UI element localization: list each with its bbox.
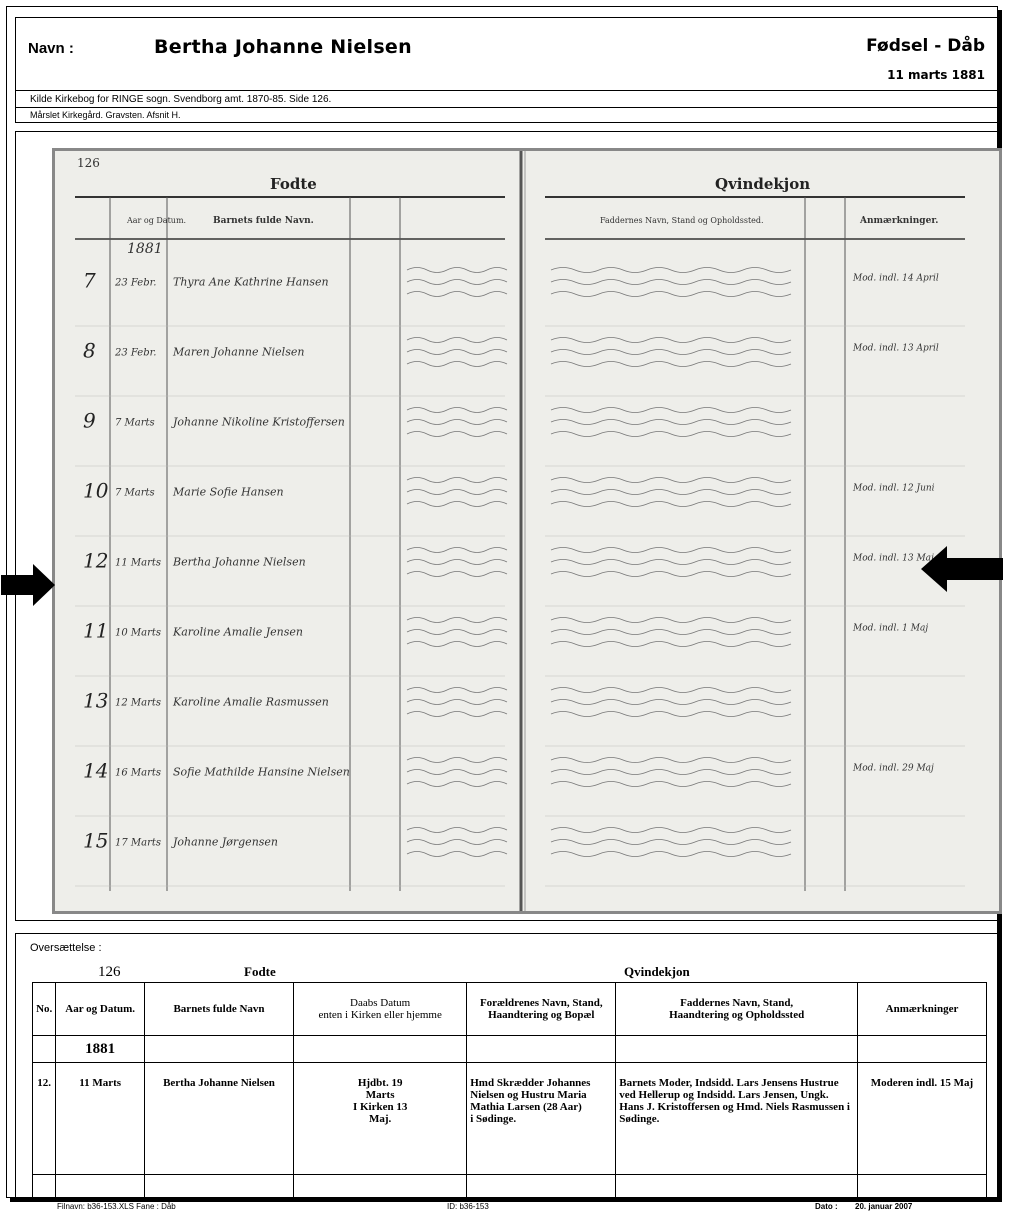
scan-row-remark: Mod. indl. 29 Maj: [853, 763, 934, 774]
scan-row-name: Karoline Amalie Jensen: [173, 625, 304, 639]
col-child: Barnets fulde Navn: [144, 983, 293, 1036]
footer-id: ID: b36-153: [447, 1202, 489, 1211]
scan-row-date: 7 Marts: [115, 417, 155, 429]
grave-line: Mårslet Kirkegård. Gravsten. Afsnit H.: [30, 110, 181, 120]
translation-page: 126: [98, 964, 121, 980]
page-frame: [6, 6, 998, 1211]
col-parents: Forældrenes Navn, Stand, Haandtering og Bopæl: [467, 983, 616, 1036]
name-label: Navn :: [28, 40, 74, 57]
scan-col-faddernes: Faddernes Navn, Stand og Opholdssted.: [600, 216, 764, 225]
scan-row-no: 8: [83, 338, 96, 363]
scan-row-name: Karoline Amalie Rasmussen: [173, 695, 329, 709]
col-godparents: Faddernes Navn, Stand, Haandtering og Opholdssted: [616, 983, 858, 1036]
scan-row-no: 11: [83, 618, 109, 643]
scan-row-date: 17 Marts: [115, 837, 162, 849]
scan-row-no: 15: [83, 828, 109, 853]
arrow-left-icon: [921, 546, 1003, 592]
scan-year: 1881: [127, 241, 163, 257]
source-line: Kilde Kirkebog for RINGE sogn. Svendborg amt. 1870-85. Side 126.: [30, 94, 332, 105]
scan-row-name: Maren Johanne Nielsen: [173, 345, 305, 359]
scan-row-no: 14: [83, 758, 109, 783]
scan-row-remark: Mod. indl. 13 Maj: [853, 553, 934, 564]
header-divider: [16, 90, 999, 91]
table-row: [33, 1063, 987, 1175]
col-date: Aar og Datum.: [56, 983, 145, 1036]
entry-parents: Hmd Skrædder Johannes Nielsen og Hustru Maria Mathia Larsen (28 Aar) i Sødinge.: [467, 1063, 616, 1175]
translation-table: [32, 982, 987, 1198]
entry-child: Bertha Johanne Nielsen: [144, 1063, 293, 1175]
translation-group-left: Fodte: [244, 964, 276, 979]
entry-remarks: Moderen indl. 15 Maj: [858, 1063, 987, 1175]
scan-row-no: 10: [83, 478, 109, 503]
scan-row-no: 13: [83, 688, 109, 713]
record-header: [15, 17, 1000, 123]
table-year-row: [33, 1036, 987, 1063]
scan-row-no: 7: [83, 268, 96, 293]
scan-col-aar: Aar og Datum.: [127, 216, 187, 225]
scan-row-date: 23 Febr.: [115, 277, 157, 289]
scan-row-no: 9: [83, 408, 96, 433]
scan-row-no: 12: [83, 548, 109, 573]
scan-right-title: Qvindekjon: [715, 175, 811, 193]
entry-date: 11 Marts: [56, 1063, 145, 1175]
scan-row-remark: Mod. indl. 12 Juni: [853, 483, 935, 494]
footer-date: 20. januar 2007: [855, 1202, 913, 1211]
scan-row-date: 10 Marts: [115, 627, 162, 639]
person-name: Bertha Johanne Nielsen: [154, 36, 412, 58]
scan-row-name: Johanne Jørgensen: [173, 835, 279, 849]
entry-no: 12.: [33, 1063, 56, 1175]
scan-left-title: Fodte: [270, 175, 317, 193]
table-header-row: [33, 983, 987, 1036]
table-spacer-row: [33, 1175, 987, 1198]
scan-box: [15, 131, 1000, 921]
col-baptism: Daabs Datum enten i Kirken eller hjemme: [294, 983, 467, 1036]
scan-row-name: Thyra Ane Kathrine Hansen: [173, 275, 329, 289]
header-divider: [16, 107, 999, 108]
record-date: 11 marts 1881: [887, 68, 985, 82]
translation-section: [15, 933, 1000, 1200]
scan-row-date: 23 Febr.: [115, 347, 157, 359]
scan-page-number: 126: [77, 156, 100, 170]
church-book-scan: [52, 148, 1002, 914]
translation-label: Oversættelse :: [30, 942, 102, 954]
scan-col-anm: Anmærkninger.: [860, 216, 939, 226]
scan-row-date: 16 Marts: [115, 767, 162, 779]
col-no: No.: [33, 983, 56, 1036]
arrow-right-icon: [1, 564, 57, 606]
scan-row-name: Bertha Johanne Nielsen: [173, 555, 306, 569]
entry-godparents: Barnets Moder, Indsidd. Lars Jensens Hustrue ved Hellerup og Indsidd. Lars Jensen, Ungk. Hans J. Kristoffersen og Hmd. Niels Rasmussen i Sødinge.: [616, 1063, 858, 1175]
scan-row-name: Johanne Nikoline Kristoffersen: [173, 415, 345, 429]
scan-row-date: 11 Marts: [115, 557, 162, 569]
year-cell: 1881: [56, 1036, 145, 1063]
record-type: Fødsel - Dåb: [866, 36, 985, 56]
footer-date-label: Dato :: [815, 1202, 838, 1211]
scan-row-name: Marie Sofie Hansen: [173, 485, 284, 499]
col-remarks: Anmærkninger: [858, 983, 987, 1036]
scan-row-remark: Mod. indl. 1 Maj: [853, 623, 929, 634]
church-book-drawing: [55, 151, 999, 911]
translation-group-right: Qvindekjon: [624, 964, 690, 979]
scan-row-date: 7 Marts: [115, 487, 155, 499]
scan-row-remark: Mod. indl. 14 April: [853, 273, 939, 284]
footer-file: Filnavn: b36-153.XLS Fane : Dåb: [57, 1202, 176, 1211]
scan-col-navn: Barnets fulde Navn.: [213, 216, 314, 226]
scan-row-name: Sofie Mathilde Hansine Nielsen: [173, 765, 350, 779]
entry-baptism: Hjdbt. 19 Marts I Kirken 13 Maj.: [294, 1063, 467, 1175]
scan-row-date: 12 Marts: [115, 697, 162, 709]
scan-row-remark: Mod. indl. 13 April: [853, 343, 939, 354]
